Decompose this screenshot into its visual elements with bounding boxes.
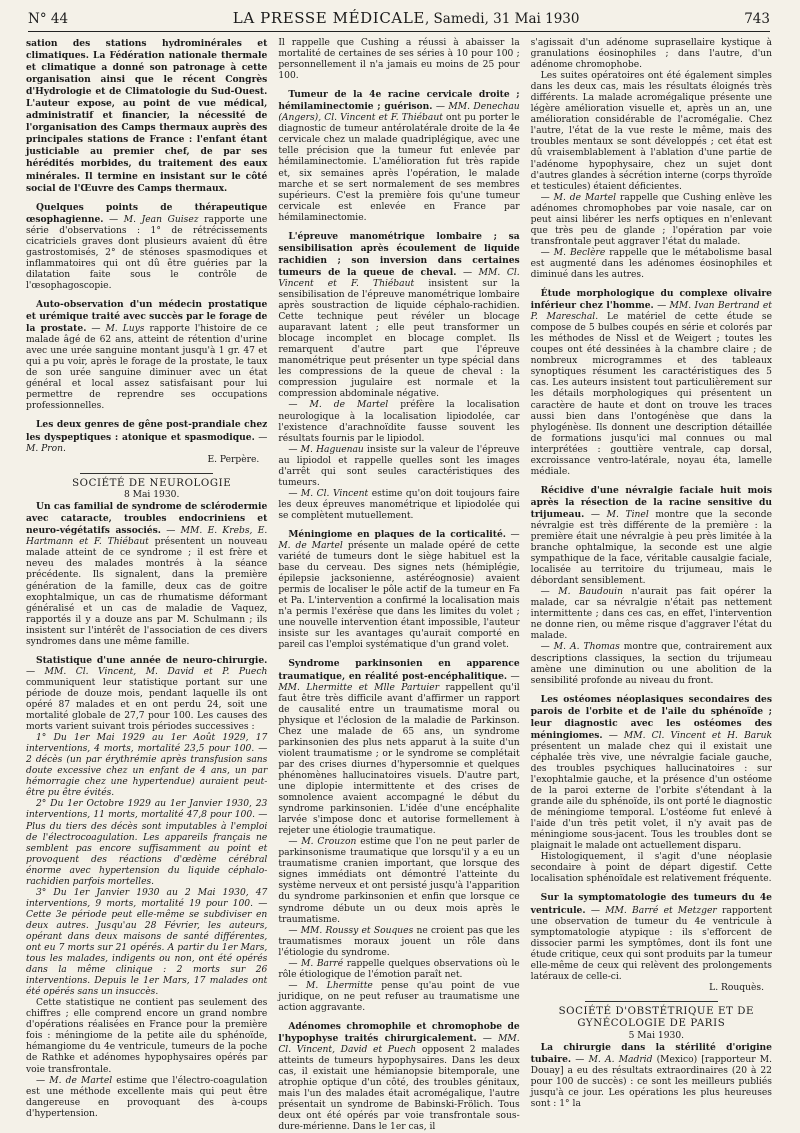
- paragraph: — M. de Martel préfère la localisation neurologique à la localisation lipiodolée, car l'existence d'arachnoïdite fausse souvent les résultats fournis par le lipiodol.: [278, 400, 520, 444]
- paragraph: — M. de Martel estime que l'électro-coagulation est une méthode excellente mais qui peut être dangereuse en provoquant des à-coups d'hypertension.: [26, 1075, 268, 1119]
- paragraph: Adénomes chromophile et chromophobe de l'hypophyse traités chirurgicalement. — MM. Cl. Vincent, David et Puech opposent 2 malades atteints de tumeurs hypophysaires. Dans les deux cas, il existait une hémianopsie bitemporale, une atrophie optique d'un côté, des troubles génitaux, mais l'un des malades était acromégalique, l'autre présentait un syndrome de Babinski-Frölich. Tous deux ont été opérés par voie transfrontale sous-dure-mérienne. Dans le 1er cas, il: [278, 1020, 520, 1133]
- paragraph: Auto-observation d'un médecin prostatique et urémique traité avec succès par le forage de la prostate. — M. Luys rapporte l'histoire de ce malade âgé de 62 ans, atteint de rétention d'urine avec une urée sanguine montant jusqu'à 1 gr. 47 et qui a pu voir, après le forage de la prostate, le taux de son urée sanguine diminuer avec un état général et local assez satisfaisant pour lui permettre de reprendre ses occupations professionnelles.: [26, 298, 268, 412]
- paragraph: Étude morphologique du complexe olivaire inférieur chez l'homme. — MM. Ivan Bertrand et P. Mareschal. Le matériel de cette étude se compose de 5 bulbes coupés en série et colorés par les méthodes de Nissl et de Weigert ; toutes les coupes ont été dessinées à la chambre claire ; de nombreux microgrammes et des tableaux synoptiques résument les caractéristiques des 5 cas. Les auteurs insistent tout particulièrement sur les détails morphologiques qui présentent un caractère de haute et dont on trouve les traces aussi bien dans l'ontogénèse que dans la phylogénèse. Ils donnent une description détaillée de formations jusqu'ici mal connues ou mal interprétées : gouttière ventrale, cap dorsal, excroissance ventro-latérale, noyau éta, lamelle médiale.: [530, 288, 772, 477]
- session-date: 5 Mai 1930.: [628, 1030, 685, 1041]
- paragraph: Les deux genres de gêne post-prandiale chez les dyspeptiques : atonique et spasmodique. — M. Pron.: [26, 419, 268, 454]
- paragraph: s'agissait d'un adénome suprasellaire kystique à granulations éosinophiles ; dans l'autre, d'un adénome chromophobe.: [530, 38, 772, 71]
- paragraph: Récidive d'une névralgie faciale huit mois après la résection de la racine sensitive du trijumeau. — M. Tinel montre que la seconde névralgie est très différente de la première : la première était une névralgie à peu près limitée à la branche ophtalmique, la seconde est une algie sympathique de la face, véritable causalgie faciale, localisée au territoire du trijumeau, mais le débordant sensiblement.: [530, 484, 772, 587]
- paragraph: Il rappelle que Cushing a réussi à abaisser la mortalité de certaines de ses séries à 10 pour 100 ; personnellement il n'a jamais eu moins de 25 pour 100.: [278, 38, 520, 82]
- paragraph: Un cas familial de syndrome de sclérodermie avec cataracte, troubles endocriniens et neuro-végétatifs associés. — MM. E. Krebs, E. Hartmann et F. Thiébaut présentent un nouveau malade atteint de ce syndrome ; il est frère et neveu des malades montrés à la séance précédente. Ils signalent, dans la première génération de la famille, deux cas de goitre exophtalmique, un cas de rhumatisme déformant généralisé et un cas de maladie de Vaquez, rapportés il y a douze ans par M. Schulmann ; ils insistent sur l'intérêt de l'association de ces divers syndromes dans une même famille.: [26, 501, 268, 647]
- paragraph: — M. Cl. Vincent estime qu'on doit toujours faire les deux épreuves manométrique et lipiodolée qui se complètent mutuellement.: [278, 488, 520, 521]
- paragraph: Tumeur de la 4e racine cervicale droite ; hémilaminectomie ; guérison. — MM. Denechau (Angers), Cl. Vincent et F. Thiébaut ont pu porter le diagnostic de tumeur antérolatérale droite de la 4e cervicale chez un malade quadriplégique, avec une telle précision que la tumeur fut enlevée par hémilaminectomie. L'amélioration fut très rapide et, six semaines après l'opération, le malade marche et se sert normalement de ses membres supérieurs. C'est la première fois qu'une tumeur cervicale est enlevée en France par hémilaminectomie.: [278, 89, 520, 223]
- divider: [80, 473, 213, 474]
- issue-date: Samedi, 31 Mai 1930: [433, 11, 580, 27]
- paragraph: La chirurgie dans la stérilité d'origine tubaire. — M. A. Madrid (Mexico) [rapporteur M. Douay] a eu des résultats extraordinaires (20 à 22 pour 100 de succès) : ce sont les meilleurs publiés jusqu'à ce jour. Les opérations les plus heureuses sont : 1° la: [530, 1041, 772, 1110]
- paragraph: Histologiquement, il s'agit d'une néoplasie secondaire à point de départ digestif. Cette localisation sphénoïdale est relativement fréquente.: [530, 852, 772, 885]
- paragraph: — M. Baudouin n'aurait pas fait opérer la malade, car sa névralgie n'était pas nettement intermittente ; dans ces cas, en effet, l'intervention ne donne rien, ou même risque d'aggraver l'état du malade.: [530, 587, 772, 642]
- paragraph: L'épreuve manométrique lombaire ; sa sensibilisation après écoulement de liquide rachidien ; son inversion dans certaines tumeurs de la queue de cheval. — MM. Cl. Vincent et F. Thiébaut insistent sur la sensibilisation de l'épreuve manométrique lombaire après soustraction de liquide céphalo-rachidien. Cette technique peut révéler un blocage auparavant latent ; elle peut transformer un blocage incomplet en blocage complet. Ils remarquent d'autre part que l'épreuve manométrique peut présenter un type spécial dans les compressions de la queue de cheval : la compression jugulaire est normale et la compression abdominale négative.: [278, 230, 520, 400]
- section-title: SOCIÉTÉ DE NEUROLOGIE: [72, 477, 232, 489]
- paragraph: Méningiome en plaques de la corticalité. — M. de Martel présente un malade opéré de cette variété de tumeurs dont le siège habituel est la base du cerveau. Des signes nets (hémiplégie, épilepsie jacksonienne, astéréognosie) avaient permis de localiser le pôle actif de la tumeur en Fa et Pa. L'intervention a confirmé la localisation mais n'a permis l'exérèse que dans les limites du volet ; une nouvelle intervention étant impossible, l'auteur insiste sur les avantages qu'aurait comporté en pareil cas l'emploi systématique d'un grand volet.: [278, 528, 520, 651]
- paragraph: Les suites opératoires ont été également simples dans les deux cas, mais les résultats éloignés très différents. La malade acromégalique présente une légère amélioration visuelle et, après un an, une amélioration considérable de l'acromégalie. Chez l'autre, l'état de la vue reste le même, mais des troubles mentaux se sont développés ; cet état est dû vraisemblablement à l'ablation d'une partie de l'adénome hypophysaire, chez un sujet dont d'autres glandes à sécrétion interne (corps thyroïde et testicules) étaient déficientes.: [530, 71, 772, 192]
- signature: E. Perpère.: [207, 454, 260, 465]
- paragraph: — M. Beclère rappelle que le métabolisme basal est augmenté dans les adénomes éosinophiles et diminué dans les autres.: [530, 247, 772, 280]
- text-columns: [26, 38, 772, 1133]
- column-3: [530, 38, 772, 1110]
- signature: L. Rouquès.: [709, 982, 764, 993]
- paragraph: sation des stations hydrominérales et climatiques. La Fédération nationale thermale et climatique a donné son patronage à cette organisation ainsi que le récent Congrès d'Hydrologie et de Climatologie du Sud-Ouest. L'auteur expose, au point de vue médical, administratif et financier, la nécessité de l'organisation des Camps thermaux auprès des principales stations de France : l'enfant étant justiciable au premier chef, de par ses hérédités morbides, du traitement des eaux minérales. Il termine en insistant sur le côté social de l'Œuvre des Camps thermaux.: [26, 38, 268, 194]
- paragraph: — M. Crouzon estime que l'on ne peut parler de parkinsonisme traumatique que lorsqu'il y a eu un traumatisme cranien important, que lorsque des signes immédiats ont démontré l'atteinte du système nerveux et ont persisté jusqu'à l'apparition du syndrome parkinsonien et enfin que lorsque ce syndrome débute un ou deux mois après le traumatisme.: [278, 837, 520, 925]
- column-2: [278, 38, 520, 1133]
- paragraph: 3° Du 1er Janvier 1930 au 2 Mai 1930, 47 interventions, 9 morts, mortalité 19 pour 100. — Cette 3e période peut elle-même se subdiviser en deux autres. Jusqu'au 28 Février, les auteurs, opérant dans deux maisons de santé différentes, ont eu 7 morts sur 21 opérés. A partir du 1er Mars, tous les malades, indigents ou non, ont été opérés dans la même clinique : 2 morts sur 26 interventions. Depuis le 1er Mars, 17 malades ont été opérés sans un insuccès.: [26, 887, 268, 998]
- column-1: [26, 38, 268, 1119]
- paragraph: 1° Du 1er Mai 1929 au 1er Août 1929, 17 interventions, 4 morts, mortalité 23,5 pour 100. — 2 décès (un par érythrémie après transfusion sans doute excessive chez un enfant de 4 ans, un par hémorragie chez une hypertendue) auraient peut-être pu être évités.: [26, 733, 268, 799]
- section-title: SOCIÉTÉ D'OBSTÉTRIQUE ET DE GYNÉCOLOGIE DE PARIS: [558, 1005, 755, 1030]
- paragraph: Sur la symptomatologie des tumeurs du 4e ventricule. — MM. Barré et Metzger rapportent une observation de tumeur du 4e ventricule à symptomatologie atypique : ils s'efforcent de dissocier parmi les symptômes, dont ils font une étude critique, ceux qui sont produits par la tumeur elle-même de ceux qui relèvent des prolongements latéraux de celle-ci.: [530, 892, 772, 982]
- issue-number: N° 44: [28, 11, 69, 27]
- page-number: 743: [744, 11, 770, 27]
- paragraph: Quelques points de thérapeutique œsophagienne. — M. Jean Guisez rapporte une série d'observations : 1° de rétrécissements cicatriciels graves dont plusieurs avaient dû être gastrostomisés, 2° de sténoses spasmodiques et inflammatoires qui ont dû être guéries par la dilatation faite sous le contrôle de l'œsophagoscopie.: [26, 201, 268, 291]
- divider: [585, 1001, 718, 1002]
- paragraph: Statistique d'une année de neuro-chirurgie. — MM. Cl. Vincent, M. David et P. Puech communiquent leur statistique portant sur une période de douze mois, pendant laquelle ils ont opéré 87 malades et en ont perdu 24, soit une mortalité globale de 27,7 pour 100. Les causes des morts varient suivant trois périodes successives :: [26, 654, 268, 733]
- paragraph: — M. Haguenau insiste sur la valeur de l'épreuve au lipiodol et rappelle quelles sont les images d'arrêt qui sont seules caractéristiques des tumeurs.: [278, 444, 520, 488]
- paragraph: Cette statistique ne contient pas seulement des chiffres ; elle comprend encore un grand nombre d'opérations réalisées en France pour la première fois : méningiome de la petite aile du sphénoïde, hémangiome du 4e ventricule, tumeurs de la poche de Rathke et adénomes hypophysaires opérés par voie transfrontale.: [26, 998, 268, 1075]
- paragraph: Syndrome parkinsonien en apparence traumatique, en réalité post-encéphalitique. — MM. Lhermitte et Mlle Partuier rappellent qu'il faut être très difficile avant d'affirmer un rapport de causalité entre un traumatisme moral ou physique et l'éclosion de la maladie de Parkinson. Chez une malade de 65 ans, un syndrome parkinsonien des plus nets apparut à la suite d'un violent traumatisme ; or le syndrome se complétait par des crises diurnes d'hypersomnie et quelques phénomènes hallucinatoires visuels. D'autre part, une diplopie intermittente et des crises de somnolence avaient accompagné le début du syndrome parkinsonien. L'idée d'une encéphalite larvée s'impose donc et autorise formellement à rejeter une étiologie traumatique.: [278, 658, 520, 837]
- paragraph: — M. A. Thomas montre que, contrairement aux descriptions classiques, la section du trijumeau amène une diminution ou une abolition de la sensibilité profonde au niveau du front.: [530, 642, 772, 686]
- paragraph: — M. Barré rappelle quelques observations où le rôle étiologique de l'émotion paraît net.: [278, 958, 520, 980]
- paragraph: — M. Lhermitte pense qu'au point de vue juridique, on ne peut refuser au traumatisme une action aggravante.: [278, 980, 520, 1013]
- page-header: [28, 9, 770, 32]
- paragraph: Les ostéomes néoplasiques secondaires des parois de l'orbite et de l'aile du sphénoïde ; leur diagnostic avec les ostéomes des méningiomes. — MM. Cl. Vincent et H. Baruk présentent un malade chez qui il existait une céphalée très vive, une névralgie faciale gauche, des troubles psychiques hallucinatoires : sur l'exophtalmie gauche, et la présence d'un ostéome de la paroi externe de l'orbite s'étendant à la grande aile du sphénoïde, ils ont porté le diagnostic de méningiome temporal. L'ostéome fut enlevé à l'aide d'un très petit volet, il n'y avait pas de méningiome sous-jacent. Tous les troubles dont se plaignait le malade ont actuellement disparu.: [530, 693, 772, 852]
- paragraph: — MM. Roussy et Souques ne croient pas que les traumatismes moraux jouent un rôle dans l'étiologie du syndrome.: [278, 925, 520, 958]
- journal-title: LA PRESSE MÉDICALE, Samedi, 31 Mai 1930: [232, 9, 580, 27]
- session-date: 8 Mai 1930.: [123, 490, 180, 501]
- paragraph: 2° Du 1er Octobre 1929 au 1er Janvier 1930, 23 interventions, 11 morts, mortalité 47,8 pour 100. — Plus du tiers des décès sont imputables à l'emploi de l'électrocoagulation. Les appareils français ne semblent pas encore suffisamment au point et provoquent des réactions d'œdème cérébral énorme avec hypertension du liquide céphalo-rachidien parfois mortelles.: [26, 799, 268, 887]
- paragraph: — M. de Martel rappelle que Cushing enlève les adénomes chromophobes par voie nasale, car on peut ainsi libérer les nerfs optiques en n'enlevant que très peu de glande ; l'opération par voie transfrontale peut aggraver l'état du malade.: [530, 192, 772, 247]
